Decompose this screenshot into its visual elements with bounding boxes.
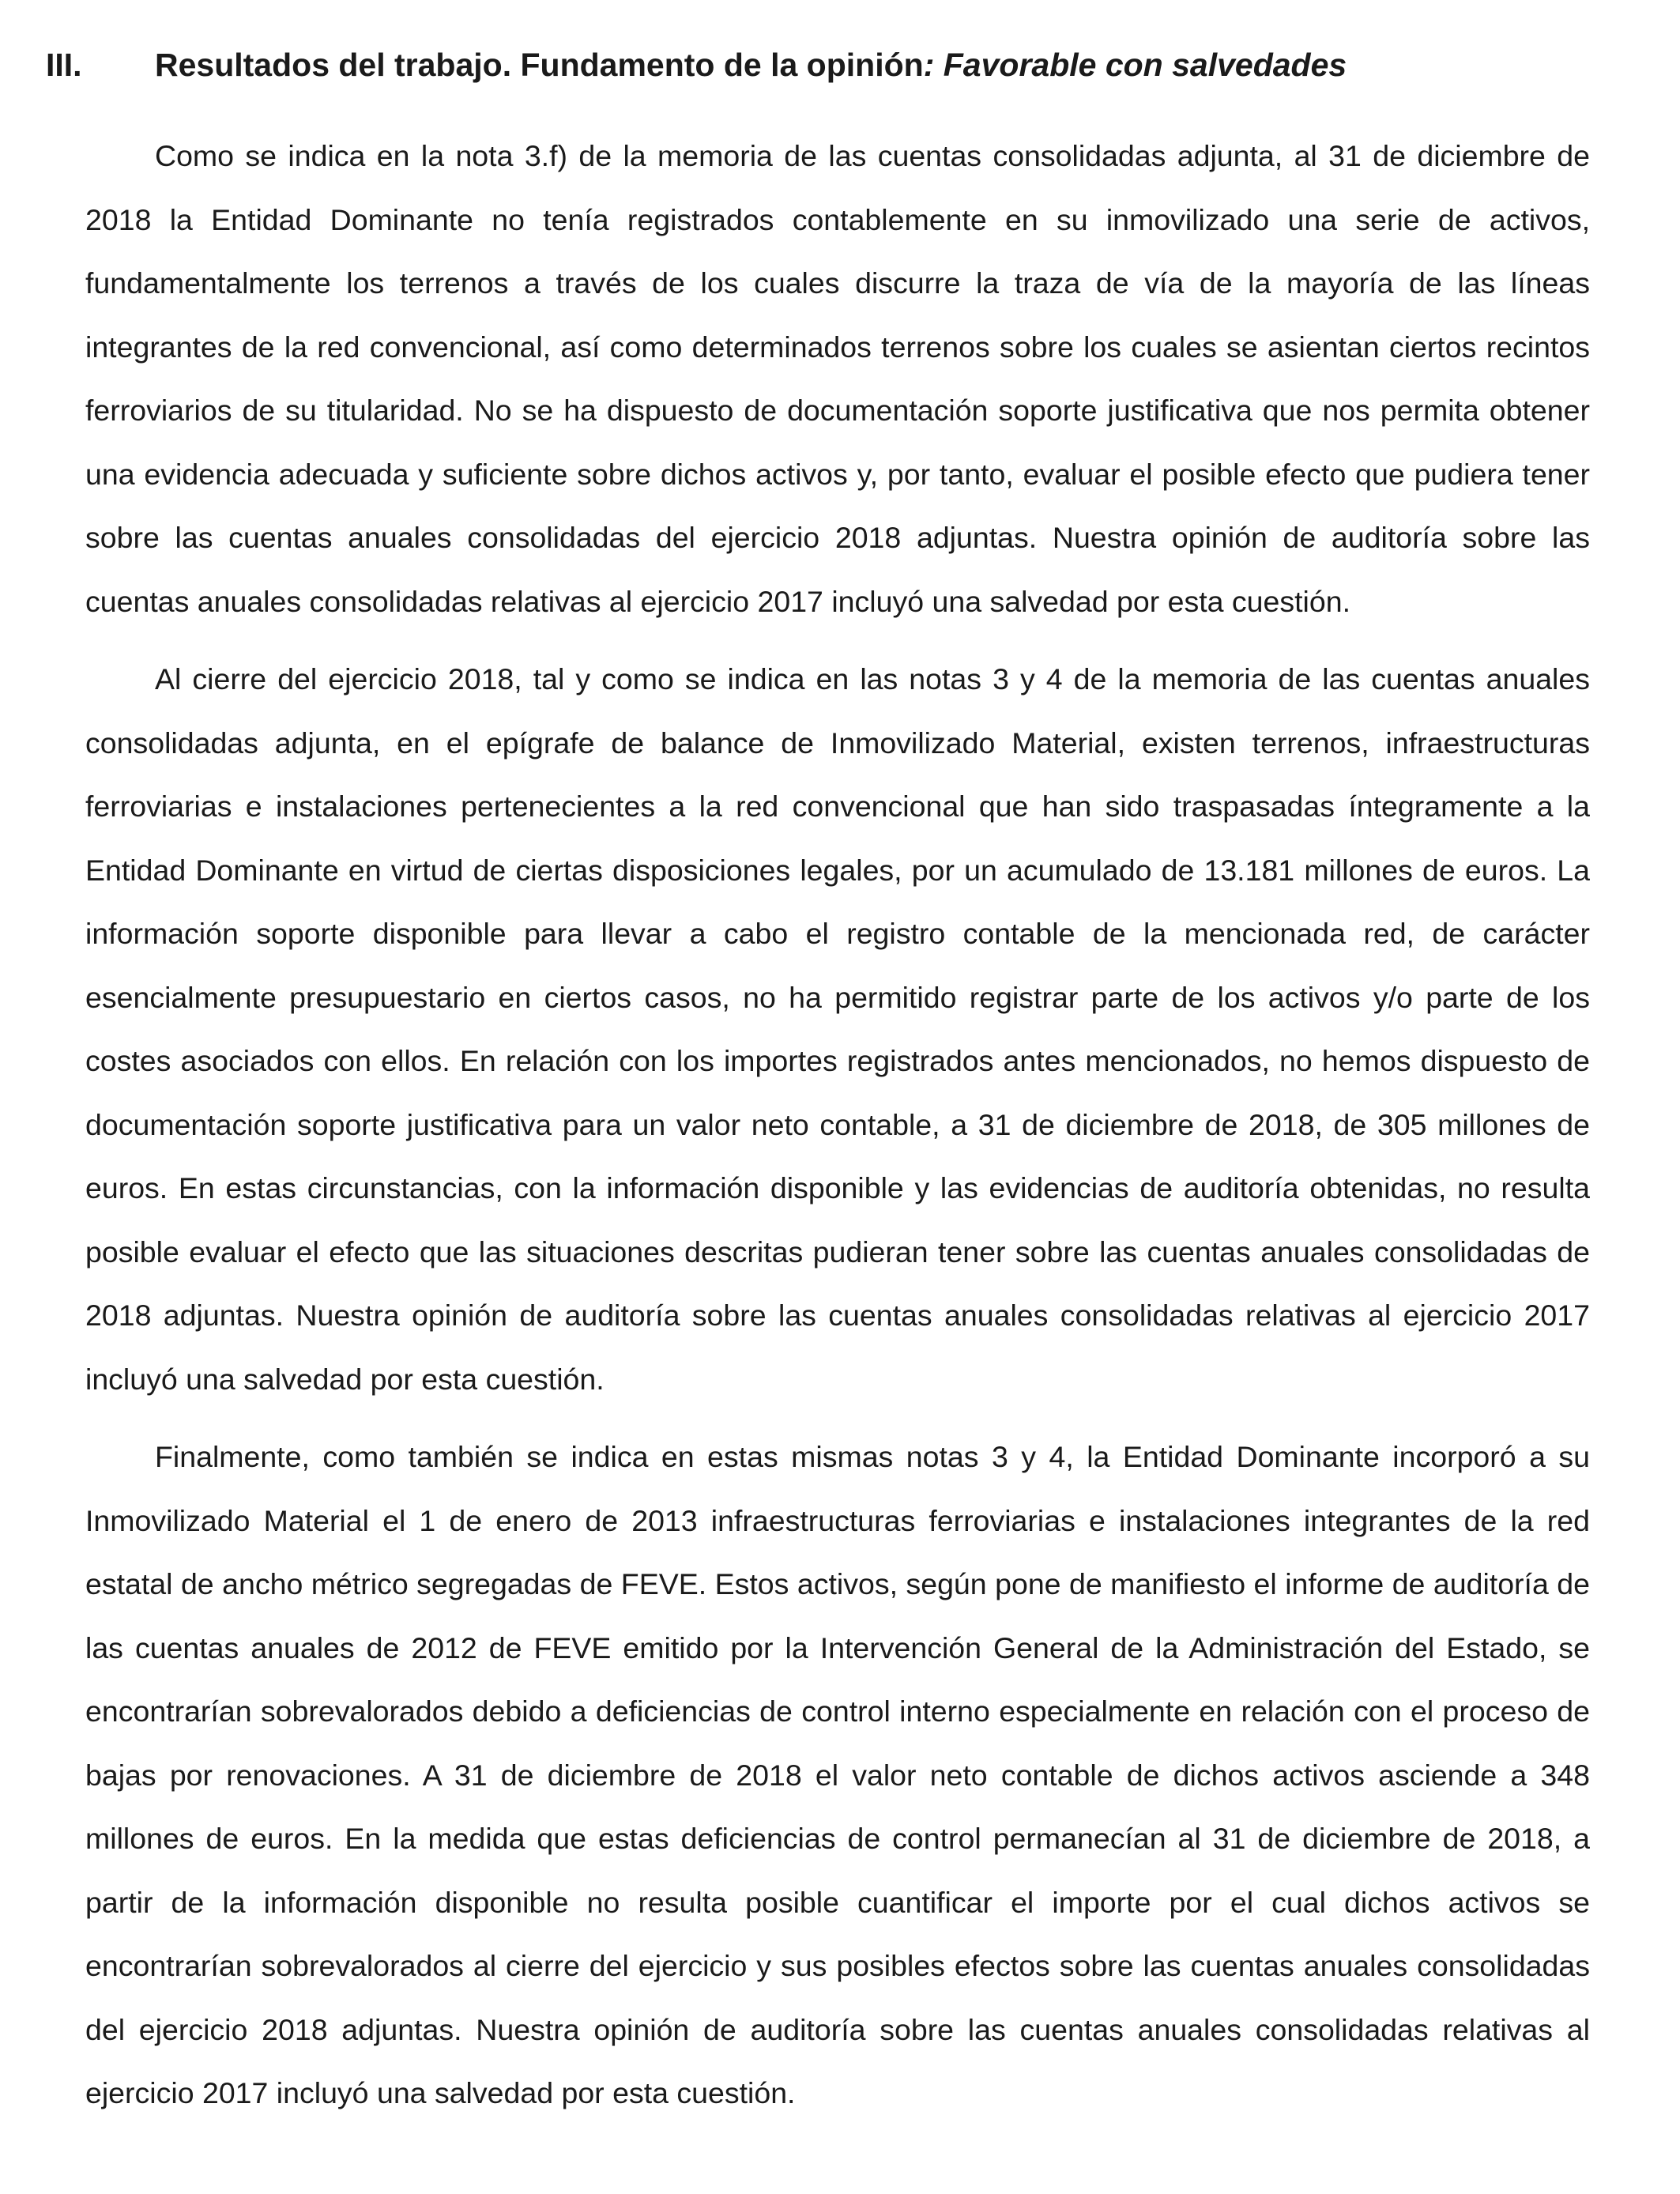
paragraph: Como se indica en la nota 3.f) de la memoria de las cuentas consolidadas adjunta, al 31 de diciembre de 2018 la Entidad Dominante no tenía registrados contablemente en su inmovilizado una serie de activos, fundamentalmente los terrenos a través de los cuales discurre la traza de vía de la mayoría de las líneas integrantes de la red convencional, así como determinados terrenos sobre los cuales se asientan ciertos recintos ferroviarios de su titularidad. No se ha dispuesto de documentación soporte justificativa que nos permita obtener una evidencia adecuada y suficiente sobre dichos activos y, por tanto, evaluar el posible efecto que pudiera tener sobre las cuentas anuales consolidadas del ejercicio 2018 adjuntas. Nuestra opinión de auditoría sobre las cuentas anuales consolidadas relativas al ejercicio 2017 incluyó una salvedad por esta cuestión. xyxy=(85,139,1590,618)
section-title: Resultados del trabajo. Fundamento de la opinión xyxy=(155,47,924,83)
paragraph: Al cierre del ejercicio 2018, tal y como se indica en las notas 3 y 4 de la memoria de las cuentas anuales consolidadas adjunta, en el epígrafe de balance de Inmovilizado Material, existen terrenos, infraestructuras ferroviarias e instalaciones pertenecientes a la red convencional que han sido traspasadas íntegramente a la Entidad Dominante en virtud de ciertas disposiciones legales, por un acumulado de 13.181 millones de euros. La información soporte disponible para llevar a cabo el registro contable de la mencionada red, de carácter esencialmente presupuestario en ciertos casos, no ha permitido registrar parte de los activos y/o parte de los costes asociados con ellos. En relación con los importes registrados antes mencionados, no hemos dispuesto de documentación soporte justificativa para un valor neto contable, a 31 de diciembre de 2018, de 305 millones de euros. En estas circunstancias, con la información disponible y las evidencias de auditoría obtenidas, no resulta posible evaluar el efecto que las situaciones descritas pudieran tener sobre las cuentas anuales consolidadas de 2018 adjuntas. Nuestra opinión de auditoría sobre las cuentas anuales consolidadas relativas al ejercicio 2017 incluyó una salvedad por esta cuestión. xyxy=(85,662,1590,1396)
section-heading xyxy=(46,41,1626,89)
section-number: III. xyxy=(46,47,82,83)
section-title-qualifier: : Favorable con salvedades xyxy=(923,47,1347,83)
paragraph: Finalmente, como también se indica en estas mismas notas 3 y 4, la Entidad Dominante incorporó a su Inmovilizado Material el 1 de enero de 2013 infraestructuras ferroviarias e instalaciones integrantes de la red estatal de ancho métrico segregadas de FEVE. Estos activos, según pone de manifiesto el informe de auditoría de las cuentas anuales de 2012 de FEVE emitido por la Intervención General de la Administración del Estado, se encontrarían sobrevalorados debido a deficiencias de control interno especialmente en relación con el proceso de bajas por renovaciones. A 31 de diciembre de 2018 el valor neto contable de dichos activos asciende a 348 millones de euros. En la medida que estas deficiencias de control permanecían al 31 de diciembre de 2018, a partir de la información disponible no resulta posible cuantificar el importe por el cual dichos activos se encontrarían sobrevalorados al cierre del ejercicio y sus posibles efectos sobre las cuentas anuales consolidadas del ejercicio 2018 adjuntas. Nuestra opinión de auditoría sobre las cuentas anuales consolidadas relativas al ejercicio 2017 incluyó una salvedad por esta cuestión. xyxy=(85,1440,1590,2109)
